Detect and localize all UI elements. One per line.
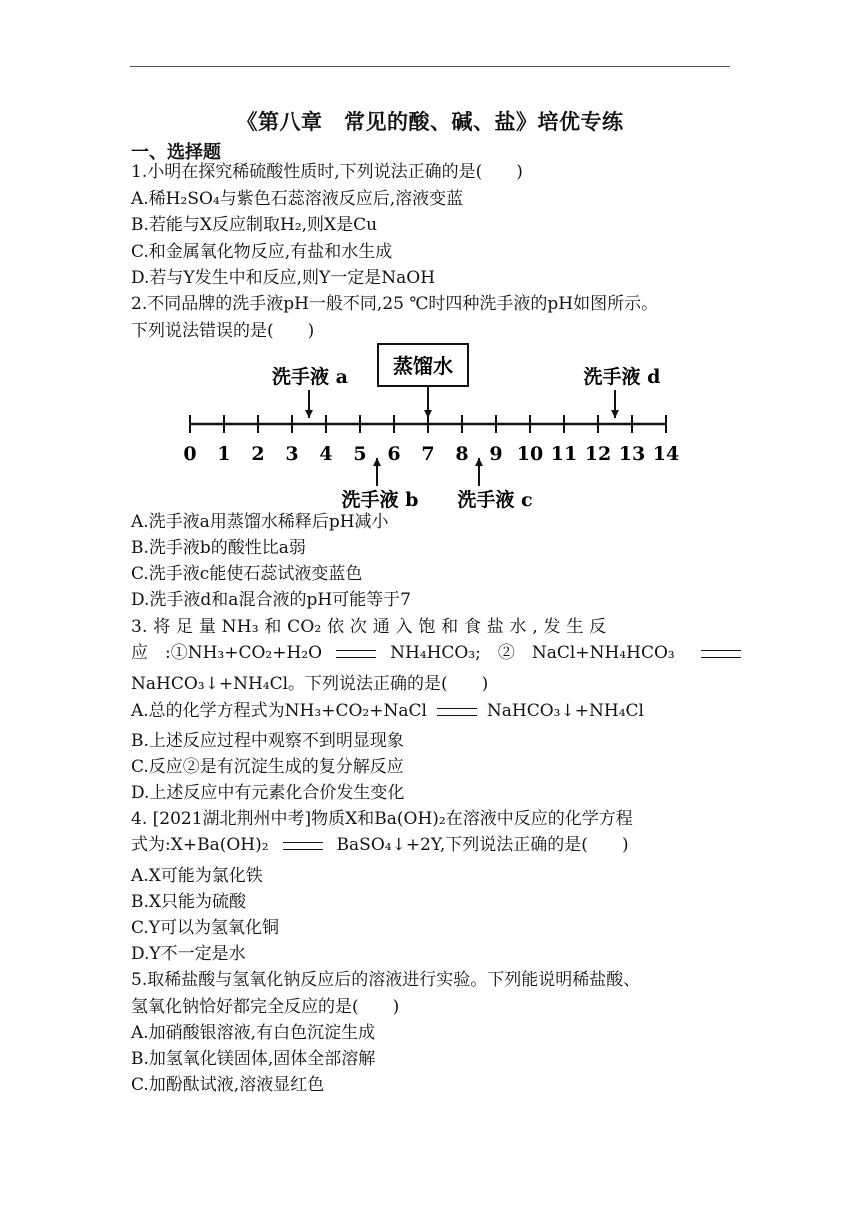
q3-option-a — [131, 699, 644, 723]
q1-option-b: B.若能与X反应制取H₂,则X是Cu — [131, 215, 378, 235]
ph-tick-label-0: 0 — [183, 443, 197, 465]
label-handwash-a: 洗手液 a — [272, 366, 348, 388]
q5-line1: 5.取稀盐酸与氢氧化钠反应后的溶液进行实验。下列能说明稀盐酸、 — [131, 970, 641, 990]
q3-option-b: B.上述反应过程中观察不到明显现象 — [131, 731, 404, 751]
q4-line2-right: BaSO₄↓+2Y,下列说法正确的是( ) — [336, 835, 629, 855]
section-heading: 一、选择题 — [131, 142, 221, 163]
ph-tick-label-9: 9 — [489, 443, 503, 465]
ph-tick-labels — [183, 443, 679, 465]
equals-sign — [437, 708, 477, 716]
ph-tick-label-4: 4 — [319, 443, 333, 465]
q1-option-d: D.若与Y发生中和反应,则Y一定是NaOH — [131, 268, 436, 288]
ph-tick-label-5: 5 — [353, 443, 367, 465]
arrow-handwash-c — [475, 458, 483, 486]
ph-tick-label-10: 10 — [516, 443, 544, 465]
q1-option-a: A.稀H₂SO₄与紫色石蕊溶液反应后,溶液变蓝 — [131, 189, 464, 209]
label-handwash-b: 洗手液 b — [341, 489, 419, 511]
q4-option-d: D.Y不一定是水 — [131, 944, 246, 964]
q3-option-a-left: A.总的化学方程式为NH₃+CO₂+NaCl — [131, 701, 427, 721]
ph-tick-label-1: 1 — [217, 443, 231, 465]
ph-scale-figure — [170, 340, 690, 515]
q2-stem-line2: 下列说法错误的是( ) — [131, 321, 315, 341]
q2-stem-line1: 2.不同品牌的洗手液pH一般不同,25 ℃时四种洗手液的pH如图所示。 — [131, 294, 659, 314]
q1-option-c: C.和金属氧化物反应,有盐和水生成 — [131, 242, 393, 262]
q4-option-c: C.Y可以为氢氧化铜 — [131, 918, 280, 938]
distilled-water-label: 蒸馏水 — [393, 354, 453, 378]
page-title: 《第八章 常见的酸、碱、盐》培优专练 — [236, 109, 624, 134]
equals-sign — [283, 842, 323, 850]
ph-tick-label-13: 13 — [618, 443, 646, 465]
q3-line1: 3. 将 足 量 NH₃ 和 CO₂ 依 次 通 入 饱 和 食 盐 水 , 发 生 反 — [131, 617, 607, 637]
ph-tick-label-7: 7 — [421, 443, 435, 465]
ph-tick-label-8: 8 — [455, 443, 469, 465]
q5-line2: 氢氧化钠恰好都完全反应的是( ) — [131, 997, 400, 1017]
q3-option-a-right: NaHCO₃↓+NH₄Cl — [486, 701, 644, 721]
q4-line1: 4. [2021湖北荆州中考]物质X和Ba(OH)₂在溶液中反应的化学方程 — [131, 809, 633, 829]
q3-option-d: D.上述反应中有元素化合价发生变化 — [131, 783, 405, 803]
q5-option-a: A.加硝酸银溶液,有白色沉淀生成 — [131, 1023, 376, 1043]
q4-option-b: B.X只能为硫酸 — [131, 892, 246, 912]
q2-option-d: D.洗手液d和a混合液的pH可能等于7 — [131, 590, 411, 610]
q2-option-c: C.洗手液c能使石蕊试液变蓝色 — [131, 564, 363, 584]
q2-option-a: A.洗手液a用蒸馏水稀释后pH减小 — [131, 512, 389, 532]
arrow-handwash-d — [611, 390, 619, 418]
q2-option-b: B.洗手液b的酸性比a弱 — [131, 538, 306, 558]
arrow-handwash-a — [305, 390, 313, 418]
q5-option-c: C.加酚酞试液,溶液显红色 — [131, 1075, 325, 1095]
ph-tick-label-14: 14 — [652, 443, 680, 465]
q3-reaction1-left: 应 :①NH₃+CO₂+H₂O — [131, 643, 323, 663]
arrow-distilled-water — [424, 386, 432, 418]
q4-line2-left: 式为:X+Ba(OH)₂ — [131, 835, 269, 855]
q3-option-c: C.反应②是有沉淀生成的复分解反应 — [131, 757, 404, 777]
ph-tick-label-3: 3 — [285, 443, 299, 465]
ph-tick-label-6: 6 — [387, 443, 401, 465]
q1-stem: 1.小明在探究稀硫酸性质时,下列说法正确的是( ) — [131, 162, 523, 182]
ph-tick-label-11: 11 — [550, 443, 578, 465]
q4-option-a: A.X可能为氯化铁 — [131, 866, 263, 886]
ph-tick-label-12: 12 — [584, 443, 612, 465]
arrow-handwash-b — [373, 458, 381, 486]
q3-line2 — [131, 641, 755, 665]
ph-tick-label-2: 2 — [251, 443, 265, 465]
equals-sign — [701, 650, 741, 658]
ph-arrows — [305, 386, 619, 486]
q5-option-b: B.加氢氧化镁固体,固体全部溶解 — [131, 1049, 376, 1069]
label-handwash-c: 洗手液 c — [457, 489, 533, 511]
q3-line3: NaHCO₃↓+NH₄Cl。下列说法正确的是( ) — [131, 674, 489, 694]
label-handwash-d: 洗手液 d — [583, 366, 661, 388]
q4-line2 — [131, 833, 629, 857]
q3-reaction2-left: NH₄HCO₃; ② NaCl+NH₄HCO₃ — [390, 643, 675, 663]
header-rule — [130, 66, 730, 67]
equals-sign — [336, 650, 376, 658]
